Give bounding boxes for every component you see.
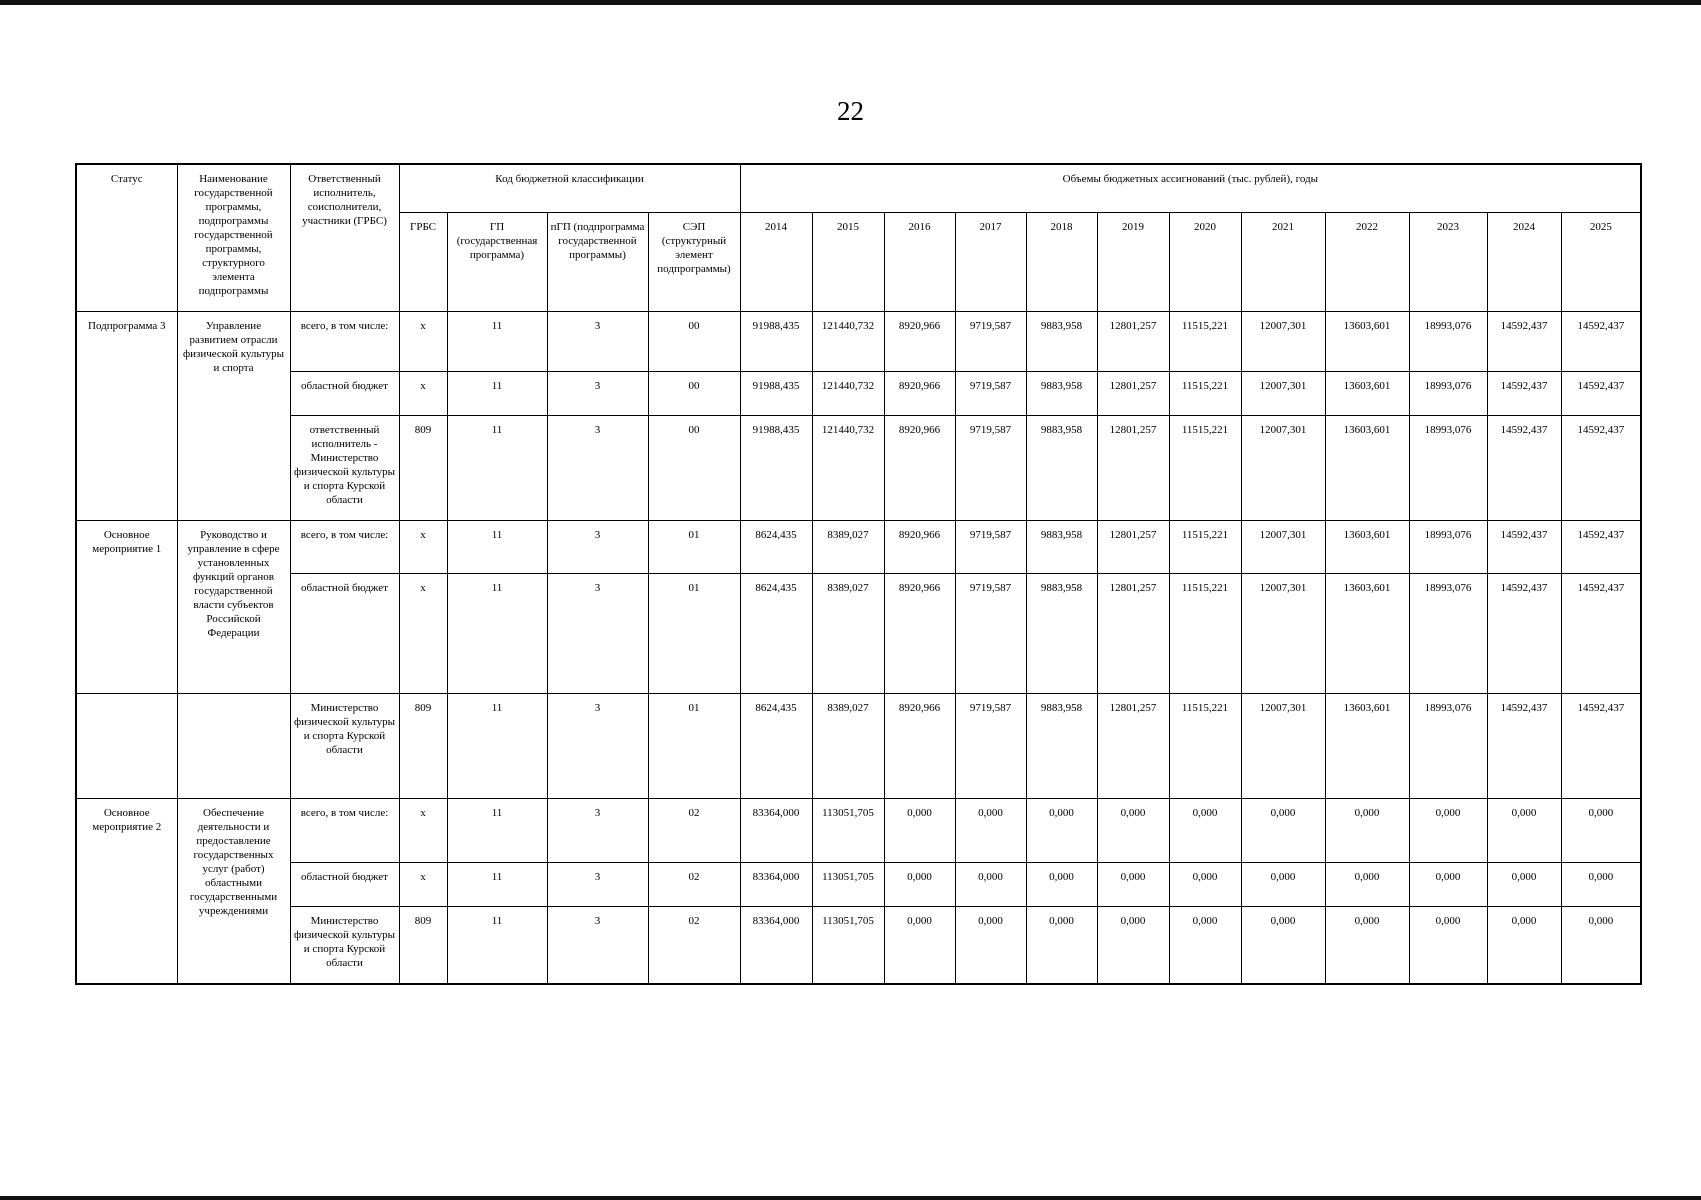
header-year: 2024 bbox=[1487, 212, 1561, 311]
amount-cell: 91988,435 bbox=[740, 311, 812, 371]
name-cell: Обеспечение деятельности и предоставление государственных услуг (работ) областными государственными учреждениями bbox=[177, 798, 290, 984]
amount-cell: 12801,257 bbox=[1097, 520, 1169, 573]
header-amounts-group: Объемы бюджетных ассигнований (тыс. рублей), годы bbox=[740, 164, 1641, 212]
pgp-cell: 3 bbox=[547, 371, 648, 415]
executor-cell: ответственный исполнитель - Министерство физической культуры и спорта Курской области bbox=[290, 415, 399, 520]
grbs-cell: х bbox=[399, 371, 447, 415]
amount-cell: 9883,958 bbox=[1026, 311, 1097, 371]
header-year: 2016 bbox=[884, 212, 955, 311]
header-year: 2019 bbox=[1097, 212, 1169, 311]
table-row bbox=[76, 371, 1641, 415]
amount-cell: 9719,587 bbox=[955, 311, 1026, 371]
amount-cell: 9719,587 bbox=[955, 520, 1026, 573]
grbs-cell: х bbox=[399, 520, 447, 573]
amount-cell: 0,000 bbox=[955, 798, 1026, 862]
amount-cell: 14592,437 bbox=[1487, 311, 1561, 371]
amount-cell: 0,000 bbox=[1325, 798, 1409, 862]
amount-cell: 0,000 bbox=[1026, 798, 1097, 862]
amount-cell: 0,000 bbox=[1561, 906, 1641, 984]
header-executor: Ответственный исполнитель, соисполнители, участники (ГРБС) bbox=[290, 164, 399, 311]
amount-cell: 8624,435 bbox=[740, 573, 812, 693]
amount-cell: 9719,587 bbox=[955, 371, 1026, 415]
amount-cell: 0,000 bbox=[1409, 798, 1487, 862]
gp-cell: 11 bbox=[447, 415, 547, 520]
amount-cell: 0,000 bbox=[1169, 862, 1241, 906]
amount-cell: 8624,435 bbox=[740, 693, 812, 798]
sep-cell: 02 bbox=[648, 798, 740, 862]
top-edge bbox=[0, 0, 1701, 5]
amount-cell: 18993,076 bbox=[1409, 693, 1487, 798]
amount-cell: 91988,435 bbox=[740, 371, 812, 415]
amount-cell: 9719,587 bbox=[955, 693, 1026, 798]
pgp-cell: 3 bbox=[547, 573, 648, 693]
header-year: 2015 bbox=[812, 212, 884, 311]
amount-cell: 11515,221 bbox=[1169, 415, 1241, 520]
amount-cell: 12007,301 bbox=[1241, 371, 1325, 415]
sep-cell: 01 bbox=[648, 573, 740, 693]
amount-cell: 8389,027 bbox=[812, 520, 884, 573]
amount-cell: 12007,301 bbox=[1241, 520, 1325, 573]
sep-cell: 00 bbox=[648, 311, 740, 371]
amount-cell: 14592,437 bbox=[1561, 573, 1641, 693]
table-row bbox=[76, 311, 1641, 371]
amount-cell: 11515,221 bbox=[1169, 573, 1241, 693]
amount-cell: 13603,601 bbox=[1325, 371, 1409, 415]
amount-cell: 8920,966 bbox=[884, 573, 955, 693]
amount-cell: 12801,257 bbox=[1097, 311, 1169, 371]
page-number: 22 bbox=[837, 96, 864, 126]
amount-cell: 0,000 bbox=[1561, 798, 1641, 862]
sep-cell: 00 bbox=[648, 371, 740, 415]
amount-cell: 121440,732 bbox=[812, 311, 884, 371]
pgp-cell: 3 bbox=[547, 311, 648, 371]
header-year: 2018 bbox=[1026, 212, 1097, 311]
amount-cell: 0,000 bbox=[1487, 906, 1561, 984]
amount-cell: 83364,000 bbox=[740, 906, 812, 984]
amount-cell: 12801,257 bbox=[1097, 415, 1169, 520]
amount-cell: 0,000 bbox=[1097, 862, 1169, 906]
amount-cell: 9719,587 bbox=[955, 415, 1026, 520]
table-row bbox=[76, 798, 1641, 862]
amount-cell: 9883,958 bbox=[1026, 415, 1097, 520]
budget-table bbox=[75, 163, 1642, 985]
gp-cell: 11 bbox=[447, 693, 547, 798]
status-cell-blank bbox=[76, 693, 177, 798]
name-cell: Руководство и управление в сфере установленных функций органов государственной власти субъектов Российской Федерации bbox=[177, 520, 290, 693]
sep-cell: 02 bbox=[648, 862, 740, 906]
amount-cell: 0,000 bbox=[955, 862, 1026, 906]
amount-cell: 0,000 bbox=[1487, 798, 1561, 862]
executor-cell: областной бюджет bbox=[290, 371, 399, 415]
table-row bbox=[76, 573, 1641, 693]
pgp-cell: 3 bbox=[547, 862, 648, 906]
header-gp: ГП (государственная программа) bbox=[447, 212, 547, 311]
header-code-group: Код бюджетной классификации bbox=[399, 164, 740, 212]
amount-cell: 0,000 bbox=[1487, 862, 1561, 906]
amount-cell: 9883,958 bbox=[1026, 520, 1097, 573]
amount-cell: 0,000 bbox=[884, 862, 955, 906]
amount-cell: 14592,437 bbox=[1487, 693, 1561, 798]
sep-cell: 02 bbox=[648, 906, 740, 984]
header-pgp: пГП (подпрограмма государственной программы) bbox=[547, 212, 648, 311]
grbs-cell: 809 bbox=[399, 415, 447, 520]
amount-cell: 12801,257 bbox=[1097, 371, 1169, 415]
sep-cell: 01 bbox=[648, 693, 740, 798]
amount-cell: 0,000 bbox=[1325, 862, 1409, 906]
amount-cell: 11515,221 bbox=[1169, 311, 1241, 371]
amount-cell: 8389,027 bbox=[812, 693, 884, 798]
amount-cell: 14592,437 bbox=[1561, 415, 1641, 520]
table-row bbox=[76, 906, 1641, 984]
amount-cell: 14592,437 bbox=[1561, 693, 1641, 798]
amount-cell: 13603,601 bbox=[1325, 520, 1409, 573]
pgp-cell: 3 bbox=[547, 520, 648, 573]
name-cell: Управление развитием отрасли физической культуры и спорта bbox=[177, 311, 290, 520]
bottom-edge bbox=[0, 1196, 1701, 1200]
gp-cell: 11 bbox=[447, 862, 547, 906]
grbs-cell: х bbox=[399, 798, 447, 862]
amount-cell: 14592,437 bbox=[1487, 520, 1561, 573]
header-status: Статус bbox=[76, 164, 177, 311]
amount-cell: 13603,601 bbox=[1325, 693, 1409, 798]
amount-cell: 11515,221 bbox=[1169, 693, 1241, 798]
amount-cell: 0,000 bbox=[1097, 798, 1169, 862]
amount-cell: 14592,437 bbox=[1487, 371, 1561, 415]
amount-cell: 13603,601 bbox=[1325, 573, 1409, 693]
pgp-cell: 3 bbox=[547, 415, 648, 520]
amount-cell: 8389,027 bbox=[812, 573, 884, 693]
amount-cell: 8920,966 bbox=[884, 520, 955, 573]
amount-cell: 14592,437 bbox=[1561, 311, 1641, 371]
amount-cell: 113051,705 bbox=[812, 862, 884, 906]
grbs-cell: 809 bbox=[399, 693, 447, 798]
amount-cell: 0,000 bbox=[884, 906, 955, 984]
amount-cell: 9883,958 bbox=[1026, 573, 1097, 693]
amount-cell: 8920,966 bbox=[884, 371, 955, 415]
gp-cell: 11 bbox=[447, 311, 547, 371]
header-year: 2014 bbox=[740, 212, 812, 311]
status-cell: Основное мероприятие 1 bbox=[76, 520, 177, 693]
amount-cell: 121440,732 bbox=[812, 415, 884, 520]
executor-cell: областной бюджет bbox=[290, 862, 399, 906]
table-row bbox=[76, 520, 1641, 573]
amount-cell: 11515,221 bbox=[1169, 520, 1241, 573]
sep-cell: 00 bbox=[648, 415, 740, 520]
amount-cell: 91988,435 bbox=[740, 415, 812, 520]
table-row bbox=[76, 862, 1641, 906]
amount-cell: 0,000 bbox=[1097, 906, 1169, 984]
executor-cell: всего, в том числе: bbox=[290, 520, 399, 573]
executor-cell: всего, в том числе: bbox=[290, 798, 399, 862]
executor-cell: Министерство физической культуры и спорта Курской области bbox=[290, 906, 399, 984]
amount-cell: 121440,732 bbox=[812, 371, 884, 415]
status-cell: Подпрограмма 3 bbox=[76, 311, 177, 520]
header-year: 2023 bbox=[1409, 212, 1487, 311]
amount-cell: 11515,221 bbox=[1169, 371, 1241, 415]
amount-cell: 12007,301 bbox=[1241, 573, 1325, 693]
table-row bbox=[76, 693, 1641, 798]
amount-cell: 18993,076 bbox=[1409, 520, 1487, 573]
amount-cell: 0,000 bbox=[1561, 862, 1641, 906]
pgp-cell: 3 bbox=[547, 693, 648, 798]
amount-cell: 14592,437 bbox=[1561, 371, 1641, 415]
amount-cell: 113051,705 bbox=[812, 798, 884, 862]
amount-cell: 14592,437 bbox=[1487, 415, 1561, 520]
amount-cell: 13603,601 bbox=[1325, 415, 1409, 520]
amount-cell: 18993,076 bbox=[1409, 573, 1487, 693]
amount-cell: 18993,076 bbox=[1409, 415, 1487, 520]
amount-cell: 13603,601 bbox=[1325, 311, 1409, 371]
gp-cell: 11 bbox=[447, 371, 547, 415]
name-cell-blank bbox=[177, 693, 290, 798]
header-sep: СЭП (структурный элемент подпрограммы) bbox=[648, 212, 740, 311]
grbs-cell: х bbox=[399, 862, 447, 906]
amount-cell: 12801,257 bbox=[1097, 693, 1169, 798]
amount-cell: 113051,705 bbox=[812, 906, 884, 984]
amount-cell: 0,000 bbox=[1169, 798, 1241, 862]
amount-cell: 0,000 bbox=[1325, 906, 1409, 984]
header-year: 2021 bbox=[1241, 212, 1325, 311]
pgp-cell: 3 bbox=[547, 798, 648, 862]
header-grbs: ГРБС bbox=[399, 212, 447, 311]
amount-cell: 0,000 bbox=[955, 906, 1026, 984]
amount-cell: 0,000 bbox=[1026, 862, 1097, 906]
pgp-cell: 3 bbox=[547, 906, 648, 984]
amount-cell: 14592,437 bbox=[1487, 573, 1561, 693]
amount-cell: 0,000 bbox=[1241, 798, 1325, 862]
gp-cell: 11 bbox=[447, 573, 547, 693]
gp-cell: 11 bbox=[447, 798, 547, 862]
sep-cell: 01 bbox=[648, 520, 740, 573]
amount-cell: 0,000 bbox=[1169, 906, 1241, 984]
amount-cell: 83364,000 bbox=[740, 798, 812, 862]
amount-cell: 0,000 bbox=[1409, 862, 1487, 906]
amount-cell: 0,000 bbox=[1241, 906, 1325, 984]
amount-cell: 0,000 bbox=[884, 798, 955, 862]
amount-cell: 12007,301 bbox=[1241, 415, 1325, 520]
amount-cell: 8920,966 bbox=[884, 415, 955, 520]
amount-cell: 8624,435 bbox=[740, 520, 812, 573]
amount-cell: 9883,958 bbox=[1026, 371, 1097, 415]
amount-cell: 0,000 bbox=[1409, 906, 1487, 984]
header-year: 2020 bbox=[1169, 212, 1241, 311]
amount-cell: 8920,966 bbox=[884, 311, 955, 371]
executor-cell: всего, в том числе: bbox=[290, 311, 399, 371]
grbs-cell: х bbox=[399, 311, 447, 371]
gp-cell: 11 bbox=[447, 520, 547, 573]
header-year: 2017 bbox=[955, 212, 1026, 311]
amount-cell: 83364,000 bbox=[740, 862, 812, 906]
header-year: 2022 bbox=[1325, 212, 1409, 311]
grbs-cell: х bbox=[399, 573, 447, 693]
amount-cell: 12801,257 bbox=[1097, 573, 1169, 693]
amount-cell: 18993,076 bbox=[1409, 371, 1487, 415]
executor-cell: Министерство физической культуры и спорта Курской области bbox=[290, 693, 399, 798]
amount-cell: 0,000 bbox=[1026, 906, 1097, 984]
amount-cell: 9883,958 bbox=[1026, 693, 1097, 798]
table-row bbox=[76, 415, 1641, 520]
header-year: 2025 bbox=[1561, 212, 1641, 311]
status-cell: Основное мероприятие 2 bbox=[76, 798, 177, 984]
amount-cell: 8920,966 bbox=[884, 693, 955, 798]
amount-cell: 0,000 bbox=[1241, 862, 1325, 906]
header-name: Наименование государственной программы, подпрограммы государственной программы, структурного элемента подпрограммы bbox=[177, 164, 290, 311]
grbs-cell: 809 bbox=[399, 906, 447, 984]
executor-cell: областной бюджет bbox=[290, 573, 399, 693]
amount-cell: 12007,301 bbox=[1241, 693, 1325, 798]
amount-cell: 9719,587 bbox=[955, 573, 1026, 693]
amount-cell: 14592,437 bbox=[1561, 520, 1641, 573]
gp-cell: 11 bbox=[447, 906, 547, 984]
amount-cell: 18993,076 bbox=[1409, 311, 1487, 371]
amount-cell: 12007,301 bbox=[1241, 311, 1325, 371]
